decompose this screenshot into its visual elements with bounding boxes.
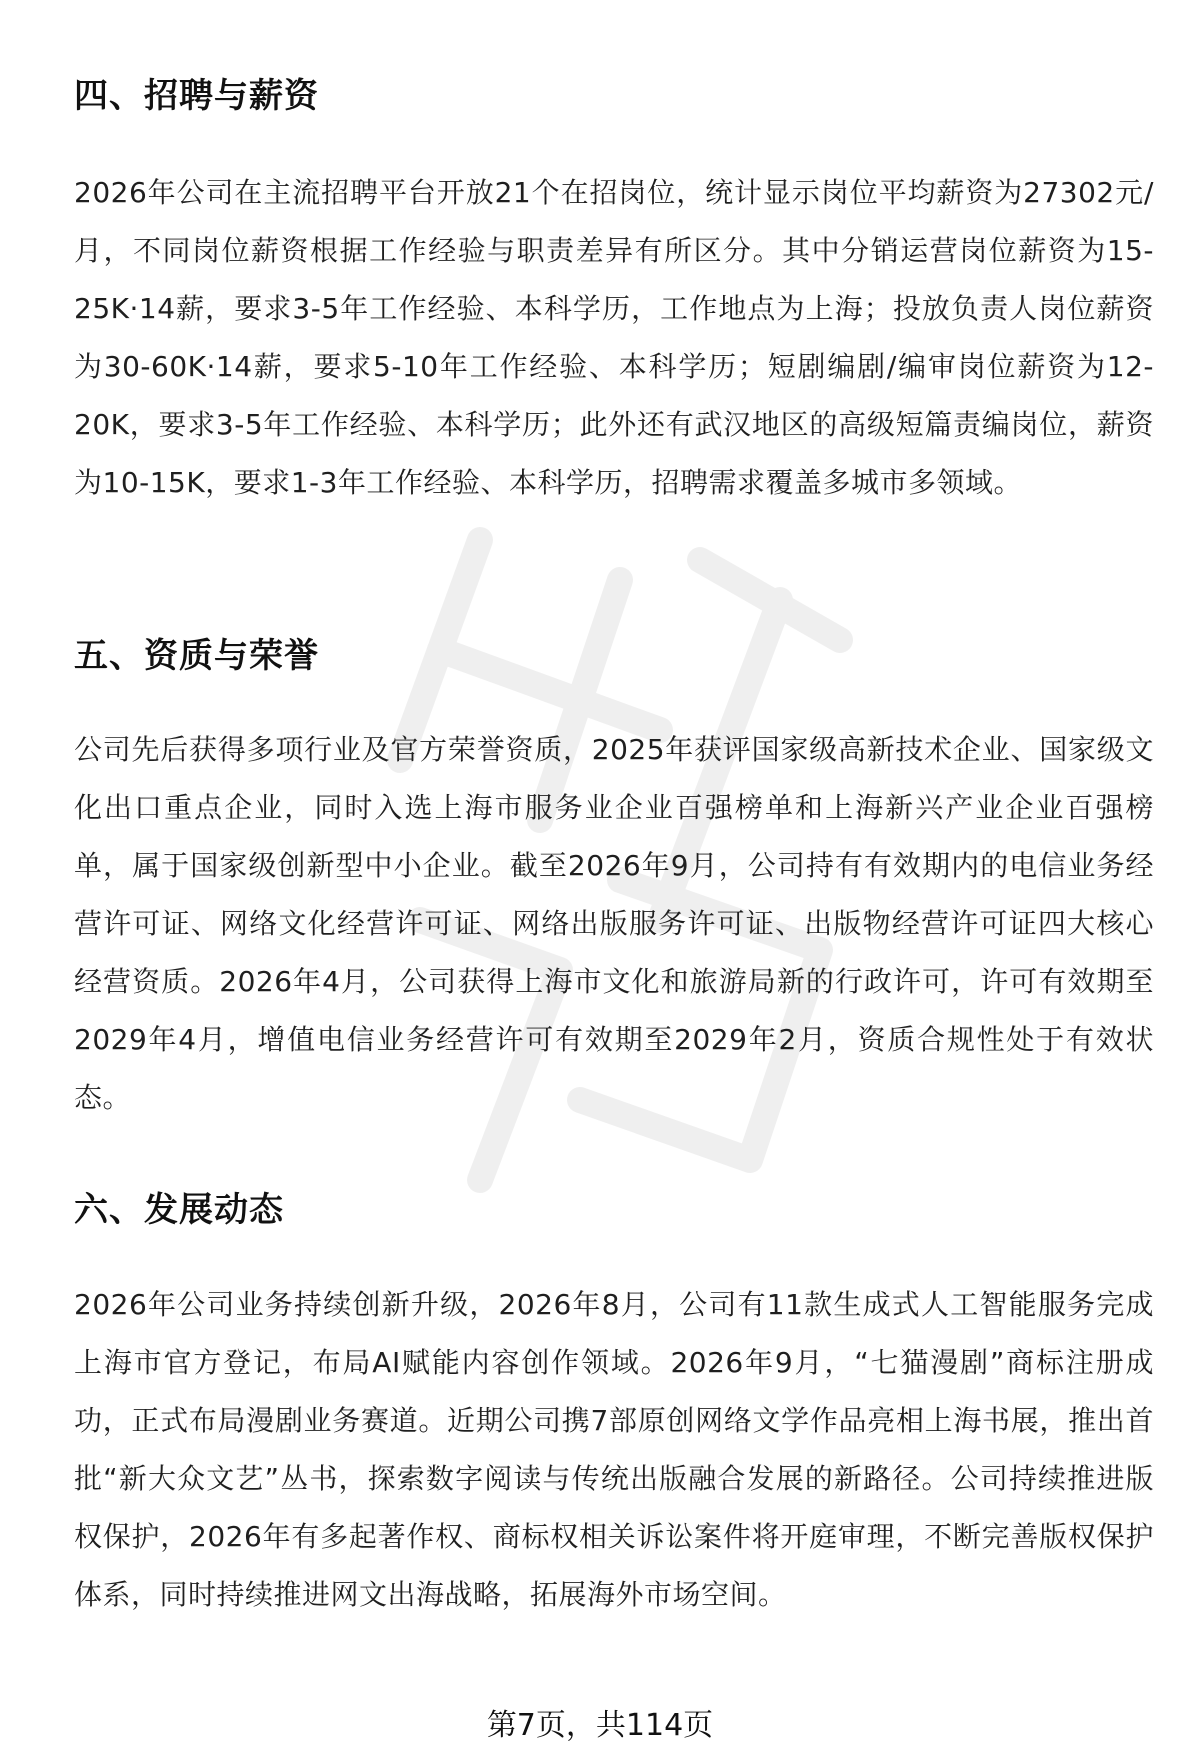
section-title-recruitment: 四、招聘与薪资 [74,76,319,116]
page-number-footer: 第7页，共114页 [486,1708,714,1743]
section-title-qualifications: 五、资质与荣誉 [74,636,319,676]
section-title-developments: 六、发展动态 [74,1190,284,1230]
section-body-recruitment: 2026年公司在主流招聘平台开放21个在招岗位，统计显示岗位平均薪资为27302元/月，不同岗位薪资根据工作经验与职责差异有所区分。其中分销运营岗位薪资为15-25K·14薪，要求3-5年工作经验、本科学历，工作地点为上海；投放负责人岗位薪资为30-60K·14薪，要求5-10年工作经验、本科学历；短剧编剧/编审岗位薪资为12-20K，要求3-5年工作经验、本科学历；此外还有武汉地区的高级短篇责编岗位，薪资为10-15K，要求1-3年工作经验、本科学历，招聘需求覆盖多城市多领域。 [74,176,1154,499]
section-body-developments: 2026年公司业务持续创新升级，2026年8月，公司有11款生成式人工智能服务完成上海市官方登记，布局AI赋能内容创作领域。2026年9月，“七猫漫剧”商标注册成功，正式布局漫剧业务赛道。近期公司携7部原创网络文学作品亮相上海书展，推出首批“新大众文艺”丛书，探索数字阅读与传统出版融合发展的新路径。公司持续推进版权保护，2026年有多起著作权、商标权相关诉讼案件将开庭审理，不断完善版权保护体系，同时持续推进网文出海战略，拓展海外市场空间。 [74,1288,1154,1611]
section-body-qualifications: 公司先后获得多项行业及官方荣誉资质，2025年获评国家级高新技术企业、国家级文化出口重点企业，同时入选上海市服务业企业百强榜单和上海新兴产业企业百强榜单，属于国家级创新型中小企业。截至2026年9月，公司持有有效期内的电信业务经营许可证、网络文化经营许可证、网络出版服务许可证、出版物经营许可证四大核心经营资质。2026年4月，公司获得上海市文化和旅游局新的行政许可，许可有效期至2029年4月，增值电信业务经营许可有效期至2029年2月，资质合规性处于有效状态。 [74,733,1154,1114]
